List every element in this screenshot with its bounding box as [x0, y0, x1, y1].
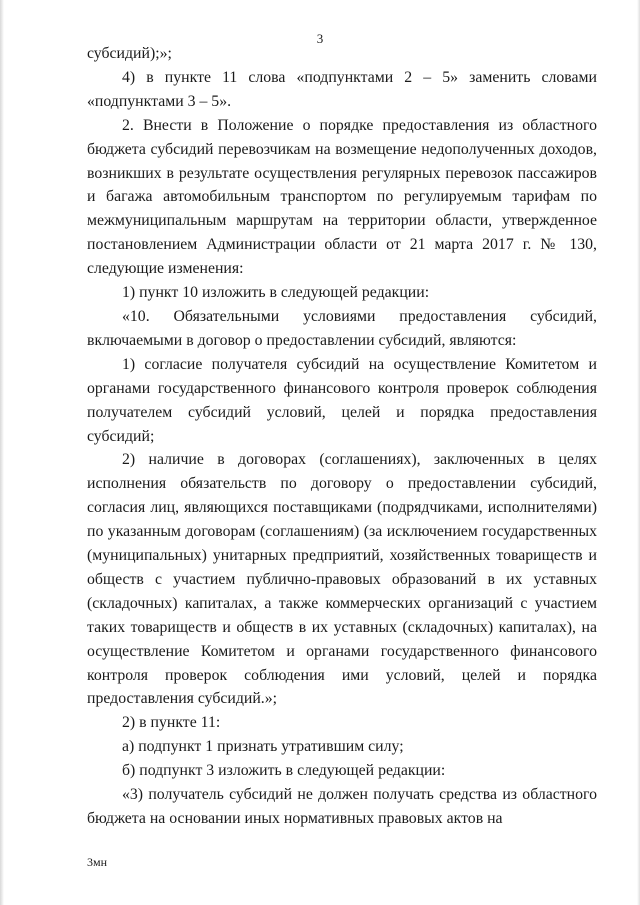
document-body: [87, 42, 597, 831]
page-number: 3: [316, 31, 324, 46]
scan-edge-left: [0, 0, 4, 905]
paragraph: а) подпункт 1 признать утратившим силу;: [122, 738, 404, 756]
paragraph: 1) согласие получателя субсидий на осуществление Комитетом и органами государственного финансового контроля проверок соблюдения получателем субсидий условий, целей и порядка предоставления субсидий;: [87, 355, 597, 445]
paragraph: 1) пункт 10 изложить в следующей редакции:: [122, 284, 430, 302]
paragraph: 2. Внести в Положение о порядке предоставления из областного бюджета субсидий перевозчикам на возмещение недополученных доходов, возникших в результате осуществления регулярных перевозок пассажиров и багажа автомобильным транспортом по регулируемым тарифам по межмуниципальным маршрутам на территории области, утвержденное постановлением Администрации области от 21 марта 2017 г. № 130, следующие изменения:: [87, 116, 597, 278]
paragraph: «3) получатель субсидий не должен получать средства из областного бюджета на основании иных нормативных правовых актов на: [87, 786, 597, 827]
paragraph: «10. Обязательными условиями предоставления субсидий, включаемыми в договор о предоставлении субсидий, являются:: [87, 307, 597, 349]
paragraph: 2) в пункте 11:: [122, 714, 221, 732]
paragraph: 2) наличие в договорах (соглашениях), заключенных в целях исполнения обязательств по договору о предоставлении субсидий, согласия лиц, являющихся поставщиками (подрядчиками, исполнителями) по указанным договорам (соглашениям) (за исключением государственных (муниципальных) унитарных предприятий, хозяйственных товариществ и обществ с участием публично-правовых образований в их уставных (складочных) капиталах, а также коммерческих организаций с участием таких товариществ и обществ в их уставных (складочных) капиталах), на осуществление Комитетом и органами государственного финансового контроля проверок соблюдения ими условий, целей и порядка предоставления субсидий.»;: [87, 451, 597, 708]
footer-mark: 3мн: [87, 855, 108, 869]
paragraph: субсидий);»;: [87, 45, 172, 62]
paragraph: б) подпункт 3 изложить в следующей редакции:: [122, 762, 446, 780]
paragraph: 4) в пункте 11 слова «подпунктами 2 – 5» заменить словами «подпунктами 3 – 5».: [87, 68, 597, 110]
